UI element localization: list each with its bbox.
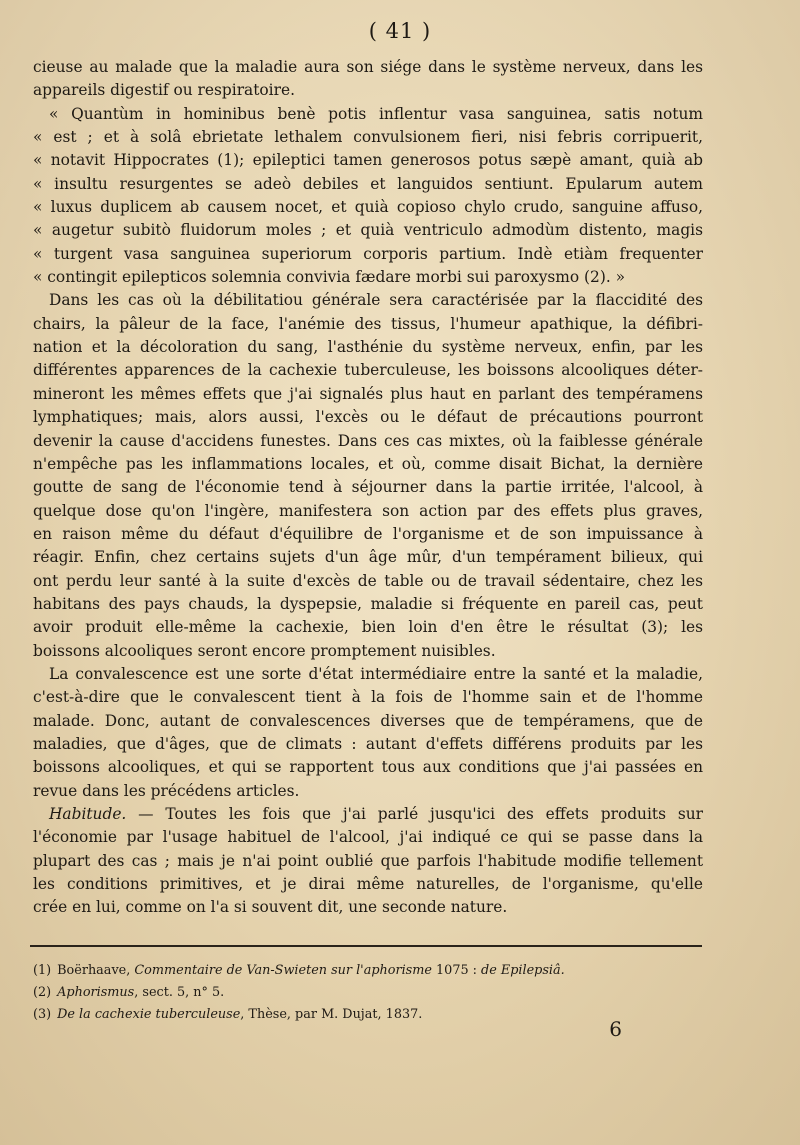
text-line: l'économie par l'usage habituel de l'alcool, j'ai indiqué ce qui se passe dans la [33,828,703,847]
text-line: cieuse au malade que la maladie aura son siége dans le système nerveux, dans les [33,58,703,76]
text-line: « est ; et à solâ ebrietate lethalem convulsionem fieri, nisi febris corripuerit, [33,128,703,147]
footnote [33,1004,703,1026]
text-line: habitans des pays chauds, la dyspepsie, maladie si fréquente en pareil cas, peut [33,594,703,613]
footnote-text: , Thèse, par M. Dujat, 1837. [240,1007,423,1022]
text-line: « notavit Hippocrates (1); epileptici tamen generosos potus sæpè amant, quià ab [33,151,703,170]
footnote [33,982,703,1004]
text-line: lymphatiques; mais, alors aussi, l'excès ou le défaut de précautions pourront [33,408,703,427]
body-text [33,56,703,920]
footnote-text: De la cachexie tuberculeuse [57,1007,241,1022]
text-line: ont perdu leur santé à la suite d'excès de table ou de travail sédentaire, chez les [33,571,703,590]
text-line: « insultu resurgentes se adeò debiles et languidos sentiunt. Epularum autem [33,174,703,193]
text-line: nation et la décoloration du sang, l'asthénie du système nerveux, enfin, par les [33,338,703,357]
text-line: quelque dose qu'on l'ingère, manifestera son action par des effets plus graves, [33,501,703,520]
text-line: « augetur subitò fluidorum moles ; et quià ventriculo admodùm distento, magis [33,221,703,240]
footnote-text: Commentaire de Van-Swieten sur l'aphorisme [134,963,437,978]
text-line: « turgent vasa sanguinea superiorum corporis partium. Indè etiàm frequenter [33,244,703,263]
footnotes [33,960,703,1026]
text-line: différentes apparences de la cachexie tuberculeuse, les boissons alcooliques déter- [33,361,703,380]
footnote-text: 1075 : [436,963,482,978]
footnote-mark: (2) [33,985,52,1000]
text-line: boissons alcooliques seront encore promptement nuisibles. [33,641,496,660]
text-line: crée en lui, comme on l'a si souvent dit, une seconde nature. [33,898,508,917]
text-line: Habitude. — Toutes les fois que j'ai parlé jusqu'ici des effets produits sur [49,805,703,823]
text-line: revue dans les précédens articles. [33,781,300,800]
signature-mark: 6 [609,1017,622,1041]
text-line: plupart des cas ; mais je n'ai point oublié que parfois l'habitude modifie tellement [33,851,703,870]
text-line: malade. Donc, autant de convalescences diverses que de tempéramens, que de [33,711,703,730]
text-line: les conditions primitives, et je dirai même naturelles, de l'organisme, qu'elle [33,875,703,894]
footnote-mark: (3) [33,1007,52,1022]
footnote-text: , sect. 5, n° 5. [134,985,225,1000]
text-line: « luxus duplicem ab causem nocet, et quià copioso chylo crudo, sanguine affuso, [33,198,703,217]
text-line: maladies, que d'âges, que de climats : autant d'effets différens produits par les [33,734,703,753]
text-line: « Quantùm in hominibus benè potis inflentur vasa sanguinea, satis notum [49,104,703,123]
section-heading: Habitude. [49,805,127,823]
footnote-divider [30,945,702,947]
text-line: La convalescence est une sorte d'état intermédiaire entre la santé et la maladie, [49,664,703,683]
text-line: c'est-à-dire que le convalescent tient à la fois de l'homme sain et de l'homme [33,688,703,707]
text-line: mineront les mêmes effets que j'ai signalés plus haut en parlant des tempéramens [33,384,703,403]
text-line: en raison même du défaut d'équilibre de l'organisme et de son impuissance à [33,524,703,543]
text-line: réagir. Enfin, chez certains sujets d'un âge mûr, d'un tempérament bilieux, qui [33,548,703,567]
text-line: devenir la cause d'accidens funestes. Dans ces cas mixtes, où la faiblesse générale [33,431,703,450]
text-line: appareils digestif ou respiratoire. [33,81,295,100]
text-line: chairs, la pâleur de la face, l'anémie des tissus, l'humeur apathique, la défibri- [33,314,703,333]
footnote-mark: (1) [33,963,52,978]
footnote [33,960,703,982]
text-line: boissons alcooliques, et qui se rapportent tous aux conditions que j'ai passées en [33,758,703,777]
footnote-text: Aphorismus [57,985,135,1000]
page-number: ( 41 ) [368,19,432,43]
text-line: avoir produit elle-même la cachexie, bien loin d'en être le résultat (3); les [33,618,703,637]
text-line: Dans les cas où la débilitatiou générale sera caractérisée par la flaccidité des [49,291,703,310]
footnote-text: Boërhaave, [57,963,135,978]
footnote-text: de Epilepsiâ. [481,963,565,978]
text-line: « contingit epilepticos solemnia convivia fædare morbi sui paroxysmo (2). » [33,268,626,287]
text-line: goutte de sang de l'économie tend à séjourner dans la partie irritée, l'alcool, à [33,478,703,497]
text-line: n'empêche pas les inflammations locales, et où, comme disait Bichat, la dernière [33,454,703,473]
